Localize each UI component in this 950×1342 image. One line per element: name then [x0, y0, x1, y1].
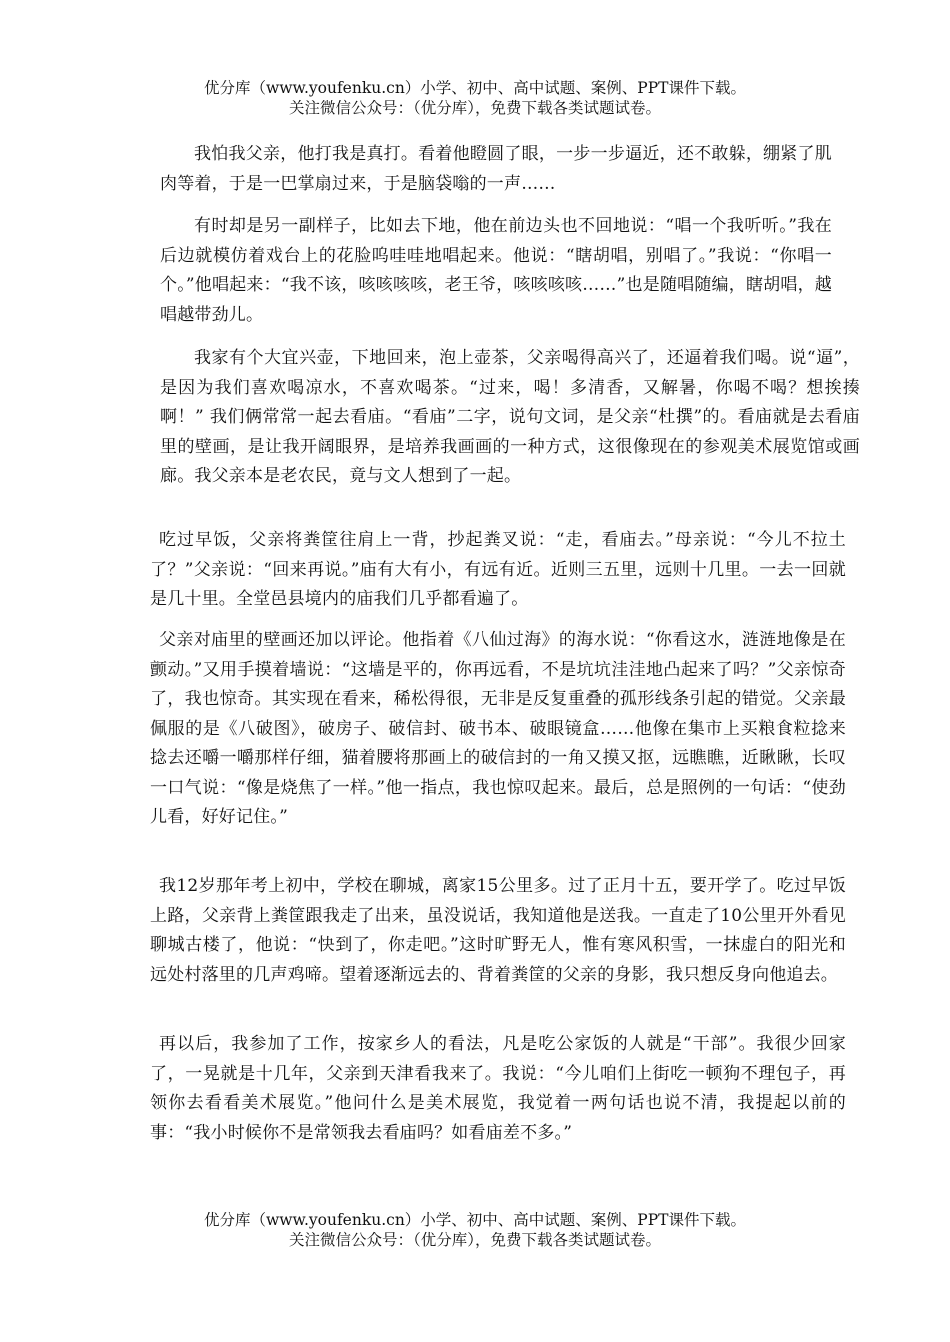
page-header	[0, 78, 950, 118]
footer-line-1: 优分库（www.youfenku.cn）小学、初中、高中试题、案例、PPT课件下载。	[203, 1211, 747, 1229]
header-line-2: 关注微信公众号：（优分库），免费下载各类试题试卷。	[288, 99, 661, 117]
paragraph-1: 我怕我父亲，他打我是真打。看着他瞪圆了眼，一步一步逼近，还不敢躲，绷紧了肌肉等着，于是一巴掌扇过来，于是脑袋嗡的一声……	[160, 144, 832, 194]
paragraph-4: 吃过早饭，父亲将粪筐往肩上一背，抄起粪叉说：“走，看庙去。”母亲说：“今儿不拉土了？”父亲说：“回来再说。”庙有大有小，有远有近。近则三五里，远则十几里。一去一回就是几十里。全堂邑县境内的庙我们几乎都看遍了。	[150, 530, 846, 609]
paragraph-2: 有时却是另一副样子，比如去下地，他在前边头也不回地说：“唱一个我听听。”我在后边就模仿着戏台上的花脸呜哇哇地唱起来。他说：“瞎胡唱，别唱了。”我说：“你唱一个。”他唱起来：“我不该，咳咳咳咳，老王爷，咳咳咳咳……”也是随唱随编，瞎胡唱，越唱越带劲儿。	[160, 216, 832, 325]
paragraph-3: 我家有个大宜兴壶，下地回来，泡上壶茶，父亲喝得高兴了，还逼着我们喝。说“逼”，是因为我们喜欢喝凉水，不喜欢喝茶。“过来，喝！多清香，又解暑，你喝不喝？想挨揍啊！” 我们俩常常一起去看庙。“看庙”二字，说句文词，是父亲“杜撰”的。看庙就是去看庙里的壁画，是让我开阔眼界，是培养我画画的一种方式，这很像现在的参观美术展览馆或画廊。我父亲本是老农民，竟与文人想到了一起。	[160, 348, 860, 486]
paragraph-6: 我12岁那年考上初中，学校在聊城，离家15公里多。过了正月十五，要开学了。吃过早饭上路，父亲背上粪筐跟我走了出来，虽没说话，我知道他是送我。一直走了10公里开外看见聊城古楼了，他说：“快到了，你走吧。”这时旷野无人，惟有寒风积雪，一抹虚白的阳光和远处村落里的几声鸡啼。望着逐渐远去的、背着粪筐的父亲的身影，我只想反身向他追去。	[150, 876, 846, 985]
header-line-1: 优分库（www.youfenku.cn）小学、初中、高中试题、案例、PPT课件下载。	[203, 79, 747, 97]
paragraph-5: 父亲对庙里的壁画还加以评论。他指着《八仙过海》的海水说：“你看这水，涟涟地像是在颤动。”又用手摸着墙说：“这墙是平的，你再远看，不是坑坑洼洼地凸起来了吗？”父亲惊奇了，我也惊奇。其实现在看来，稀松得很，无非是反复重叠的孤形线条引起的错觉。父亲最佩服的是《八破图》，破房子、破信封、破书本、破眼镜盒……他像在集市上买粮食粒捻来捻去还嚼一嚼那样仔细，猫着腰将那画上的破信封的一角又摸又抠，远瞧瞧，近瞅瞅，长叹一口气说：“像是烧焦了一样。”他一指点，我也惊叹起来。最后，总是照例的一句话：“使劲儿看，好好记住。”	[150, 630, 846, 827]
page-footer	[0, 1210, 950, 1250]
footer-line-2: 关注微信公众号：（优分库），免费下载各类试题试卷。	[288, 1231, 661, 1249]
paragraph-7: 再以后，我参加了工作，按家乡人的看法，凡是吃公家饭的人就是“干部”。我很少回家了，一晃就是十几年，父亲到天津看我来了。我说：“今儿咱们上街吃一顿狗不理包子，再领你去看看美术展览。”他问什么是美术展览，我觉着一两句话也说不清，我提起以前的事：“我小时候你不是常领我去看庙吗？如看庙差不多。”	[150, 1034, 846, 1143]
